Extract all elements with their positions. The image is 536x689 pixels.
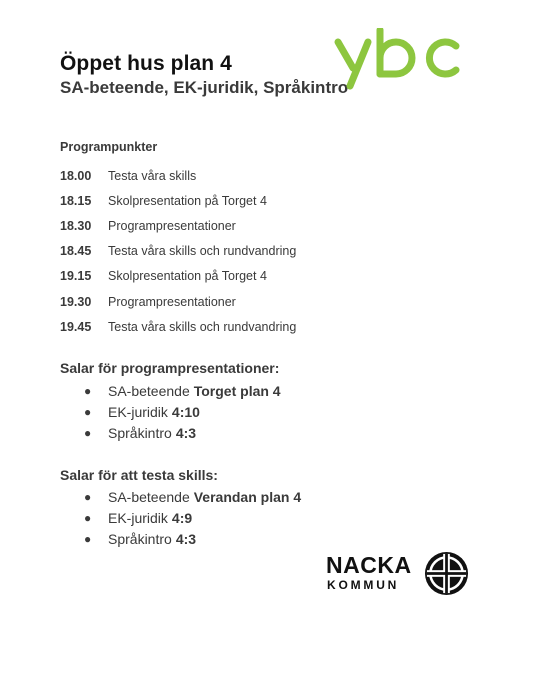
- page-title: Öppet hus plan 4: [60, 52, 232, 75]
- room-program: EK-juridik: [108, 403, 168, 420]
- room-program: SA-beteende: [108, 488, 190, 505]
- schedule-row: [60, 264, 296, 289]
- schedule-row: [60, 213, 296, 238]
- schedule-row: [60, 239, 296, 264]
- schedule-activity: Programpresentationer: [108, 294, 236, 309]
- ybc-logo: [332, 28, 462, 92]
- bullet-icon: ●: [84, 489, 92, 504]
- schedule-activity: Testa våra skills och rundvandring: [108, 244, 297, 259]
- schedule-time: 19.45: [60, 319, 92, 334]
- room-location: Verandan plan 4: [193, 488, 302, 505]
- schedule-activity: Skolpresentation på Torget 4: [108, 269, 267, 284]
- room-program: EK-juridik: [108, 509, 168, 526]
- schedule-time: 18.30: [60, 218, 92, 233]
- schedule-activity: Programpresentationer: [108, 218, 236, 233]
- schedule-time: 18.15: [60, 193, 92, 208]
- schedule-row: [60, 163, 296, 188]
- schedule-row: [60, 188, 296, 213]
- list-item: [60, 486, 301, 507]
- presentation-rooms-list: [60, 380, 281, 444]
- list-item: [60, 507, 301, 528]
- schedule-row: [60, 314, 296, 339]
- program-heading: Programpunkter: [60, 140, 158, 154]
- bullet-icon: ●: [84, 383, 92, 398]
- room-program: Språkintro: [108, 425, 172, 442]
- list-item: [60, 401, 281, 422]
- skills-rooms-list: [60, 486, 301, 550]
- schedule-time: 18.00: [60, 168, 92, 183]
- skills-rooms-heading: Salar för att testa skills:: [60, 467, 218, 483]
- schedule-list: [60, 163, 296, 339]
- schedule-activity: Skolpresentation på Torget 4: [108, 193, 267, 208]
- schedule-time: 19.15: [60, 269, 92, 284]
- room-location: Torget plan 4: [193, 382, 281, 399]
- schedule-activity: Testa våra skills: [108, 168, 197, 183]
- bullet-icon: ●: [84, 404, 92, 419]
- bullet-icon: ●: [84, 532, 92, 547]
- schedule-time: 18.45: [60, 244, 92, 259]
- list-item: [60, 529, 301, 550]
- bullet-icon: ●: [84, 510, 92, 525]
- schedule-activity: Testa våra skills och rundvandring: [108, 319, 297, 334]
- room-location: 4:3: [175, 425, 197, 442]
- schedule-row: [60, 289, 296, 314]
- schedule-time: 19.30: [60, 294, 92, 309]
- nacka-logo-line1: NACKA: [326, 552, 412, 578]
- list-item: [60, 380, 281, 401]
- room-location: 4:3: [175, 531, 197, 548]
- nacka-kommun-logo: [326, 550, 471, 600]
- page-subtitle: SA-beteende, EK-juridik, Språkintro: [60, 78, 349, 97]
- room-location: 4:10: [171, 403, 200, 420]
- list-item: [60, 423, 281, 444]
- nacka-logo-line2: KOMMUN: [327, 578, 400, 592]
- bullet-icon: ●: [84, 426, 92, 441]
- room-program: SA-beteende: [108, 382, 190, 399]
- room-location: 4:9: [171, 509, 193, 526]
- presentation-rooms-heading: Salar för programpresentationer:: [60, 360, 280, 376]
- nacka-cross-emblem-icon: [424, 551, 469, 596]
- room-program: Språkintro: [108, 531, 172, 548]
